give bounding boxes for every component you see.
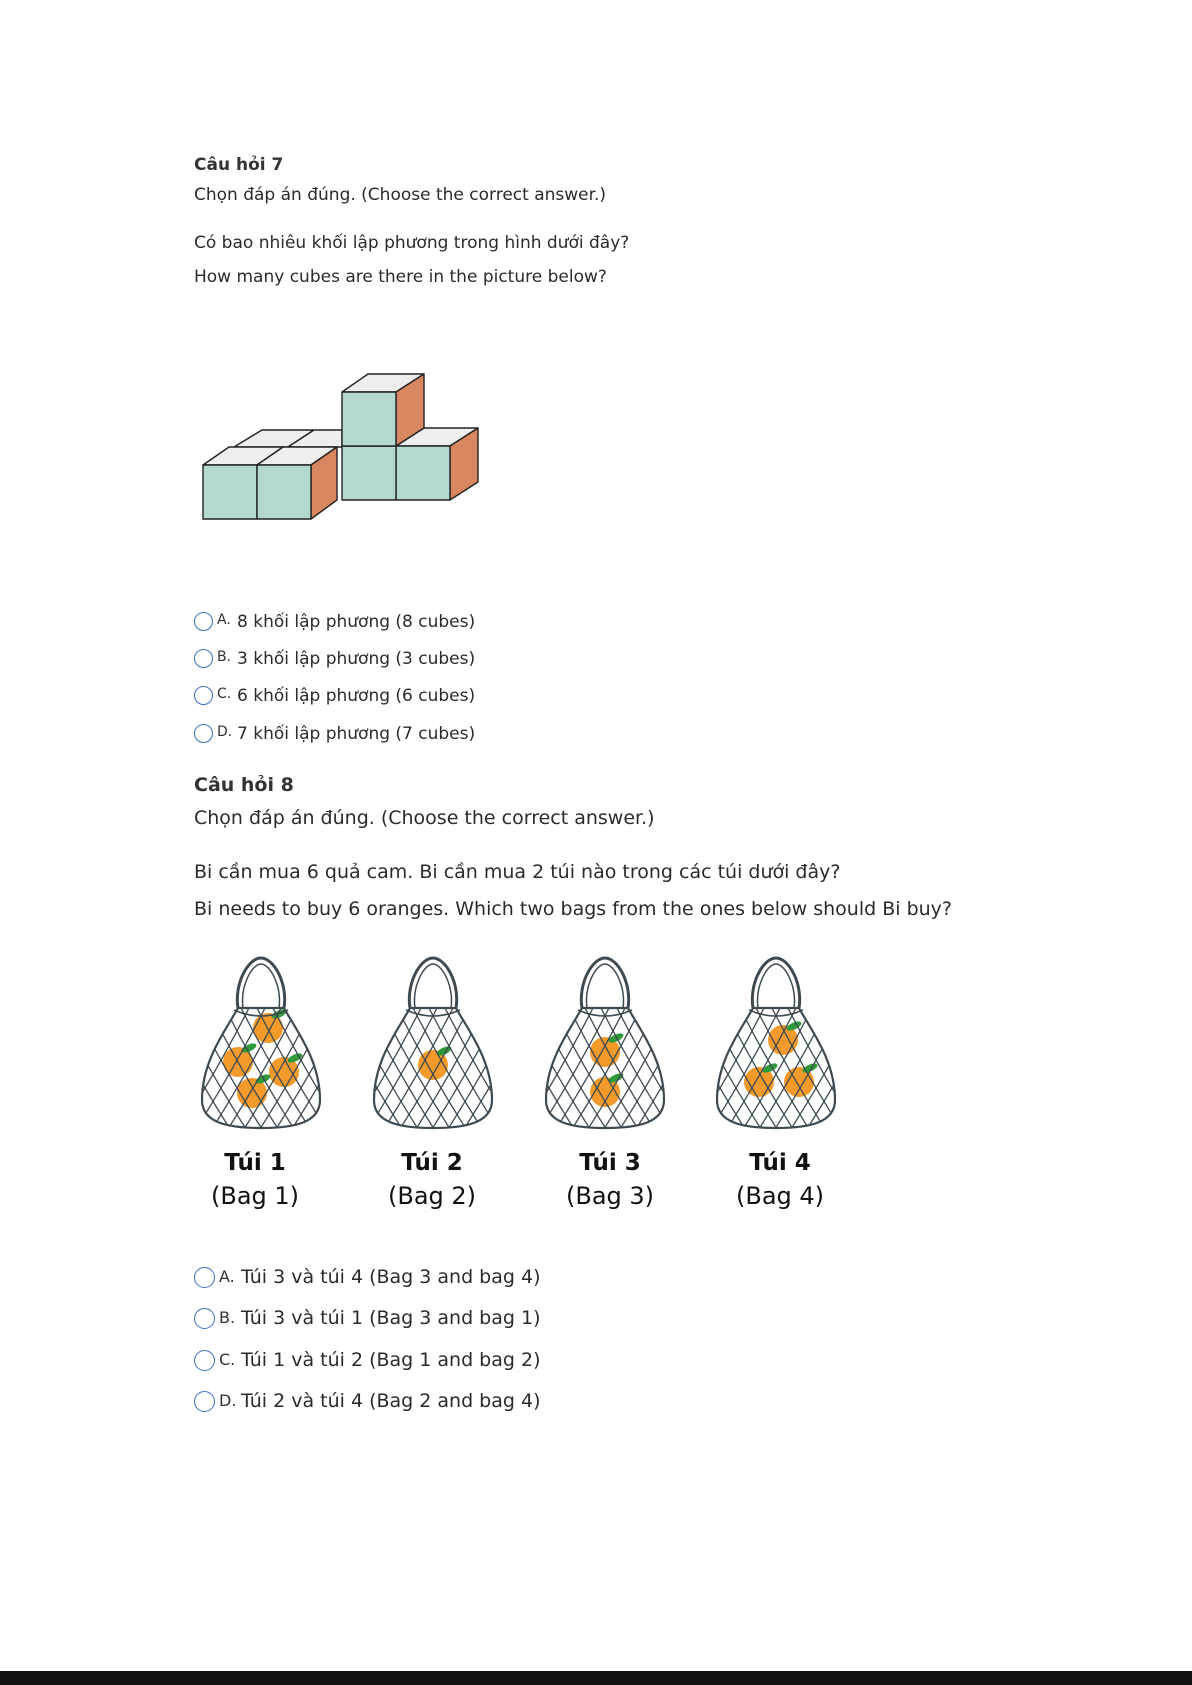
bag-handle-icon	[752, 958, 799, 1008]
radio-button[interactable]	[194, 1350, 215, 1371]
radio-button[interactable]	[194, 649, 213, 668]
option-text: Túi 2 và túi 4 (Bag 2 and bag 4)	[241, 1390, 541, 1412]
page-bottom-edge	[0, 1671, 1192, 1685]
option-text: 7 khối lập phương (7 cubes)	[237, 724, 476, 744]
bag-handle-icon	[581, 958, 628, 1008]
bag-subtitle: (Bag 4)	[735, 1182, 825, 1210]
radio-button[interactable]	[194, 1308, 215, 1329]
cube-front	[342, 446, 396, 500]
option-text: Túi 3 và túi 1 (Bag 3 and bag 1)	[241, 1307, 541, 1329]
bag-name: Túi 4	[749, 1150, 811, 1176]
orange-net-bag	[368, 950, 498, 1136]
bag-name: Túi 3	[579, 1150, 641, 1176]
bag-outline	[546, 1008, 664, 1128]
q7-title: Câu hỏi 7	[194, 155, 284, 175]
bag-label	[195, 1150, 315, 1210]
bag-subtitle: (Bag 1)	[210, 1182, 300, 1210]
q7-question-en: How many cubes are there in the picture below?	[194, 267, 607, 287]
option-letter: B.	[217, 649, 232, 665]
q8-question-en: Bi needs to buy 6 oranges. Which two bags from the ones below should Bi buy?	[194, 898, 953, 920]
option-text: 6 khối lập phương (6 cubes)	[237, 686, 476, 706]
q8-instruction: Chọn đáp án đúng. (Choose the correct answer.)	[194, 807, 655, 829]
orange-net-bag	[711, 950, 841, 1136]
option-letter: B.	[219, 1308, 236, 1327]
bag-label	[550, 1150, 670, 1210]
bag-subtitle: (Bag 2)	[387, 1182, 477, 1210]
q7-question-vi: Có bao nhiêu khối lập phương trong hình dưới đây?	[194, 233, 630, 253]
option-letter: D.	[217, 724, 233, 740]
option-text: Túi 1 và túi 2 (Bag 1 and bag 2)	[241, 1349, 541, 1371]
orange-net-bag	[540, 950, 670, 1136]
option-text: 3 khối lập phương (3 cubes)	[237, 649, 476, 669]
bag-name: Túi 2	[401, 1150, 463, 1176]
q7-instruction: Chọn đáp án đúng. (Choose the correct answer.)	[194, 185, 607, 205]
bag-handle-icon	[409, 958, 456, 1008]
cubes-figure	[198, 370, 483, 522]
bag-subtitle: (Bag 3)	[565, 1182, 655, 1210]
bag-name: Túi 1	[224, 1150, 286, 1176]
orange-net-bag	[196, 950, 326, 1136]
cube-front	[342, 392, 396, 446]
cube-front	[203, 465, 257, 519]
option-letter: C.	[217, 686, 232, 702]
cube-front	[257, 465, 311, 519]
option-text: 8 khối lập phương (8 cubes)	[237, 612, 476, 632]
bag-label	[372, 1150, 492, 1210]
q8-question-vi: Bi cần mua 6 quả cam. Bi cần mua 2 túi nào trong các túi dưới đây?	[194, 861, 841, 883]
option-letter: C.	[219, 1350, 236, 1369]
option-letter: D.	[219, 1391, 237, 1410]
option-text: Túi 3 và túi 4 (Bag 3 and bag 4)	[241, 1266, 541, 1288]
net-mesh	[540, 1000, 670, 1136]
radio-button[interactable]	[194, 1391, 215, 1412]
option-letter: A.	[217, 612, 231, 628]
radio-button[interactable]	[194, 612, 213, 631]
radio-button[interactable]	[194, 1267, 215, 1288]
cube-front	[396, 446, 450, 500]
bag-label	[720, 1150, 840, 1210]
bag-handle-icon	[237, 958, 284, 1008]
q8-title: Câu hỏi 8	[194, 774, 294, 796]
radio-button[interactable]	[194, 686, 213, 705]
option-letter: A.	[219, 1267, 235, 1286]
radio-button[interactable]	[194, 724, 213, 743]
